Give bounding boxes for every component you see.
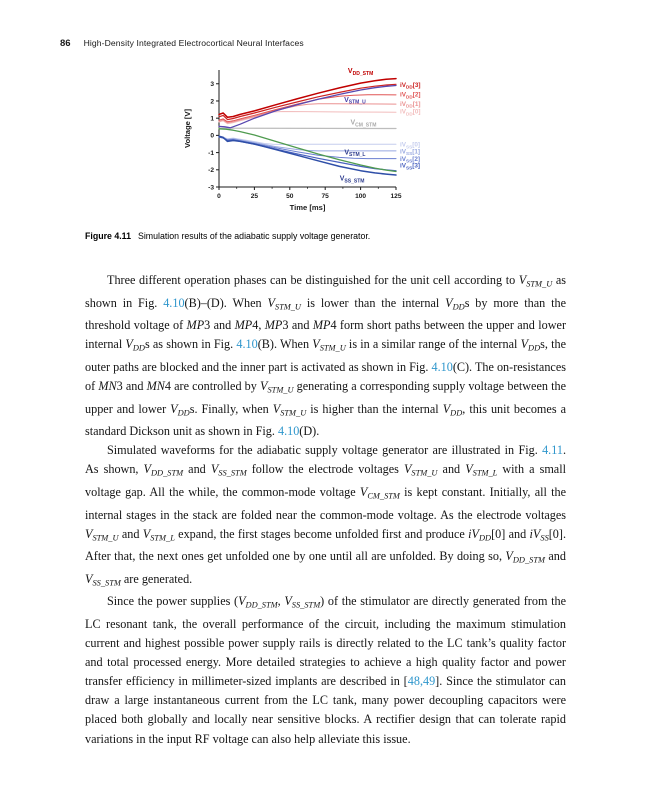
simulation-chart xyxy=(181,62,477,228)
text-run: Three different operation phases can be distinguished for the unit cell according to xyxy=(107,273,519,287)
math-variable: V xyxy=(312,337,320,352)
math-variable: V xyxy=(143,462,151,477)
math-variable: V xyxy=(465,462,473,477)
cross-reference-link[interactable]: 48,49 xyxy=(407,674,436,689)
math-variable: V xyxy=(125,337,133,352)
text-run: generating a corresponding supply voltage between the upper and lower xyxy=(85,378,566,416)
legend-label-iV_SS[2]: $iV_{SS}[2]$ xyxy=(400,155,420,164)
math-variable: V xyxy=(260,378,268,393)
curve-label-V_STM_L: $V_{STM\_L}$ xyxy=(344,149,366,159)
paragraph xyxy=(85,592,566,748)
figure-caption xyxy=(85,231,563,241)
math-subscript: DD_STM xyxy=(151,468,184,478)
math-variable: MN xyxy=(98,378,117,393)
curve-label-V_DD_STM: $V_{DD\_STM}$ xyxy=(347,68,374,77)
math-variable: MP xyxy=(234,318,253,333)
curve-V_STM_U xyxy=(219,86,396,128)
math-variable: MP xyxy=(186,318,205,333)
y-tick-label: -1 xyxy=(208,149,214,157)
page-header xyxy=(60,38,304,49)
math-variable: MN xyxy=(146,378,165,393)
x-tick-label: 50 xyxy=(286,193,294,200)
text-run: 3 and xyxy=(204,318,235,333)
math-variable: V xyxy=(359,484,368,499)
text-run: ) of the stimulator are directly generated from the LC resonant tank, the overall performance of the circuit, including the maximum stimulation current and highest possible power supply rails is directly related to the LC tank’s quality factor and total processed energy. More detailed strategies to achieve a high quality factor and power transfer efficiency in millimeter-sized implants are described in [ xyxy=(85,594,566,689)
text-run: expand, the first stages become unfolded first and produce xyxy=(174,526,469,541)
body-text xyxy=(85,271,566,749)
text-run: s, the outer paths are blocked and the inner part is activated as shown in Fig. xyxy=(85,337,566,374)
y-tick-label: -3 xyxy=(208,184,214,192)
legend-label-iV_SS[3]: $iV_{SS}[3]$ xyxy=(400,162,420,171)
math-subscript: DD xyxy=(528,343,541,353)
math-variable: MP xyxy=(264,318,283,333)
text-run: 4 are controlled by xyxy=(164,378,261,393)
y-axis-title: Voltage [V] xyxy=(183,108,192,149)
math-subscript: SS_STM xyxy=(291,600,321,610)
text-run: Since the power supplies ( xyxy=(107,594,239,609)
figure-caption-label: Figure 4.11 xyxy=(85,231,131,241)
math-variable: V xyxy=(238,594,246,609)
curve-iV_SS[0] xyxy=(219,136,396,144)
math-subscript: STM_U xyxy=(319,343,346,353)
text-run: (C). The on-resistances of xyxy=(85,359,566,393)
text-run: Simulated waveforms for the adiabatic supply voltage generator are illustrated in Fig. xyxy=(107,443,543,458)
math-subscript: DD_STM xyxy=(245,600,278,610)
y-tick-label: 3 xyxy=(210,81,214,89)
legend-label-iV_SS[1]: $iV_{SS}[1]$ xyxy=(400,148,420,157)
text-run: , xyxy=(277,594,285,609)
math-subscript: STM_U xyxy=(411,468,438,478)
text-run: is lower than the internal xyxy=(300,295,446,310)
cross-reference-link[interactable]: 4.10 xyxy=(431,359,453,374)
text-run: and xyxy=(544,549,566,564)
text-run: is in a similar range of the internal xyxy=(345,337,521,352)
curve-iV_SS[1] xyxy=(219,136,396,151)
text-run: ]. Since the stimulator can draw a large instantaneous current from the LC tank, many power decoupling capacitors were placed both globally and locally near sensitive blocks. A rectifier design that can tolerate rapid variations in the input RF voltage can also help alleviate this issue. xyxy=(85,674,566,746)
cross-reference-link[interactable]: 4.10 xyxy=(277,424,300,439)
math-variable: V xyxy=(272,401,281,416)
math-subscript: SS xyxy=(540,533,549,543)
text-run: 4, xyxy=(252,318,265,333)
text-run: (B). When xyxy=(257,337,313,352)
legend-label-iV_DD[0]: $iV_{DD}[0]$ xyxy=(400,108,421,117)
math-variable: V xyxy=(505,549,513,564)
math-variable: V xyxy=(267,295,275,310)
math-variable: iV xyxy=(468,526,479,541)
legend-label-iV_DD[2]: $iV_{DD}[2]$ xyxy=(400,91,421,100)
math-variable: V xyxy=(85,526,93,541)
curve-label-V_CM_STM: $V_{CM\_STM}$ xyxy=(350,119,377,129)
legend-label-iV_SS[0]: $iV_{SS}[0]$ xyxy=(400,141,420,150)
text-run: 4 form short paths between the upper and lower internal xyxy=(85,318,566,352)
x-tick-label: 75 xyxy=(321,193,329,200)
math-subscript: STM_L xyxy=(472,468,498,478)
text-run: [0] and xyxy=(491,526,530,541)
text-run: with a small voltage gap. All the while, the common-mode voltage xyxy=(85,462,566,499)
math-subscript: DD xyxy=(450,408,463,418)
math-subscript: SS_STM xyxy=(92,578,121,588)
figure-4-11 xyxy=(181,62,477,228)
text-run: 3 and xyxy=(282,318,313,333)
text-run: s by more than the threshold voltage of xyxy=(85,295,566,333)
math-variable: MP xyxy=(312,318,331,333)
text-run: is higher than the internal xyxy=(306,401,443,416)
x-tick-label: 125 xyxy=(390,193,402,200)
x-axis-title: Time [ms] xyxy=(289,203,326,212)
text-run: (D). xyxy=(299,424,320,439)
y-tick-label: 1 xyxy=(210,115,214,123)
math-variable: V xyxy=(520,337,529,352)
math-variable: V xyxy=(142,526,151,541)
x-tick-label: 25 xyxy=(250,193,259,200)
math-subscript: DD xyxy=(452,302,465,312)
text-run: follow the electrode voltages xyxy=(246,462,404,477)
math-subscript: STM_L xyxy=(150,533,175,543)
math-subscript: DD xyxy=(132,343,145,353)
text-run: is kept constant. Initially, all the internal stages in the stack are folded near the common-mode voltage. As the electrode voltages xyxy=(85,484,567,522)
y-tick-label: 0 xyxy=(210,132,214,140)
text-run: s as shown in Fig. xyxy=(144,337,237,352)
curve-label-V_SS_STM: $V_{SS\_STM}$ xyxy=(339,175,365,185)
curve-label-V_STM_U: $V_{STM\_U}$ xyxy=(344,96,366,106)
text-run: and xyxy=(118,526,143,541)
cross-reference-link[interactable]: 4.10 xyxy=(163,295,185,310)
y-tick-label: -2 xyxy=(208,167,214,175)
text-run: are generated. xyxy=(120,571,193,586)
math-variable: V xyxy=(403,462,412,477)
math-variable: V xyxy=(445,295,453,310)
math-subscript: STM_U xyxy=(280,408,307,418)
y-tick-label: 2 xyxy=(210,98,214,106)
math-variable: V xyxy=(210,462,219,477)
text-run: 3 and xyxy=(116,378,147,393)
math-variable: V xyxy=(85,571,93,586)
math-variable: V xyxy=(442,401,451,416)
math-subscript: STM_U xyxy=(274,302,301,312)
text-run: , this unit becomes a standard Dickson unit as shown in Fig. xyxy=(85,401,566,439)
text-run: [0]. After that, the next ones get unfolded one by one until all are unfolded. By doing so, xyxy=(85,526,567,564)
legend-label-iV_DD[1]: $iV_{DD}[1]$ xyxy=(400,100,421,109)
text-run: and xyxy=(183,462,211,477)
math-variable: V xyxy=(284,594,292,609)
math-subscript: SS_STM xyxy=(218,468,247,478)
x-tick-label: 0 xyxy=(217,193,221,200)
math-subscript: DD xyxy=(177,408,190,418)
math-subscript: CM_STM xyxy=(367,491,400,501)
math-subscript: DD xyxy=(479,533,492,543)
math-subscript: STM_U xyxy=(526,279,553,289)
legend-label-iV_DD[3]: $iV_{DD}[3]$ xyxy=(400,81,421,90)
cross-reference-link[interactable]: 4.10 xyxy=(236,337,258,352)
text-run: s. Finally, when xyxy=(189,401,273,416)
text-run: as shown in Fig. xyxy=(85,273,566,310)
page-number: 86 xyxy=(60,38,71,49)
paragraph xyxy=(85,271,566,441)
text-run: . As shown, xyxy=(85,443,566,477)
math-subscript: STM_U xyxy=(92,533,119,543)
running-title: High-Density Integrated Electrocortical Neural Interfaces xyxy=(83,38,304,48)
x-tick-label: 100 xyxy=(355,193,367,200)
cross-reference-link[interactable]: 4.11 xyxy=(542,443,563,458)
paragraph xyxy=(85,441,566,592)
math-subscript: DD_STM xyxy=(512,555,545,565)
math-variable: V xyxy=(170,401,178,416)
math-variable: V xyxy=(518,273,527,287)
text-run: (B)–(D). When xyxy=(184,295,268,310)
math-variable: iV xyxy=(529,526,541,541)
text-run: and xyxy=(437,462,466,477)
math-subscript: STM_U xyxy=(267,385,294,395)
figure-caption-text: Simulation results of the adiabatic supply voltage generator. xyxy=(137,231,371,241)
